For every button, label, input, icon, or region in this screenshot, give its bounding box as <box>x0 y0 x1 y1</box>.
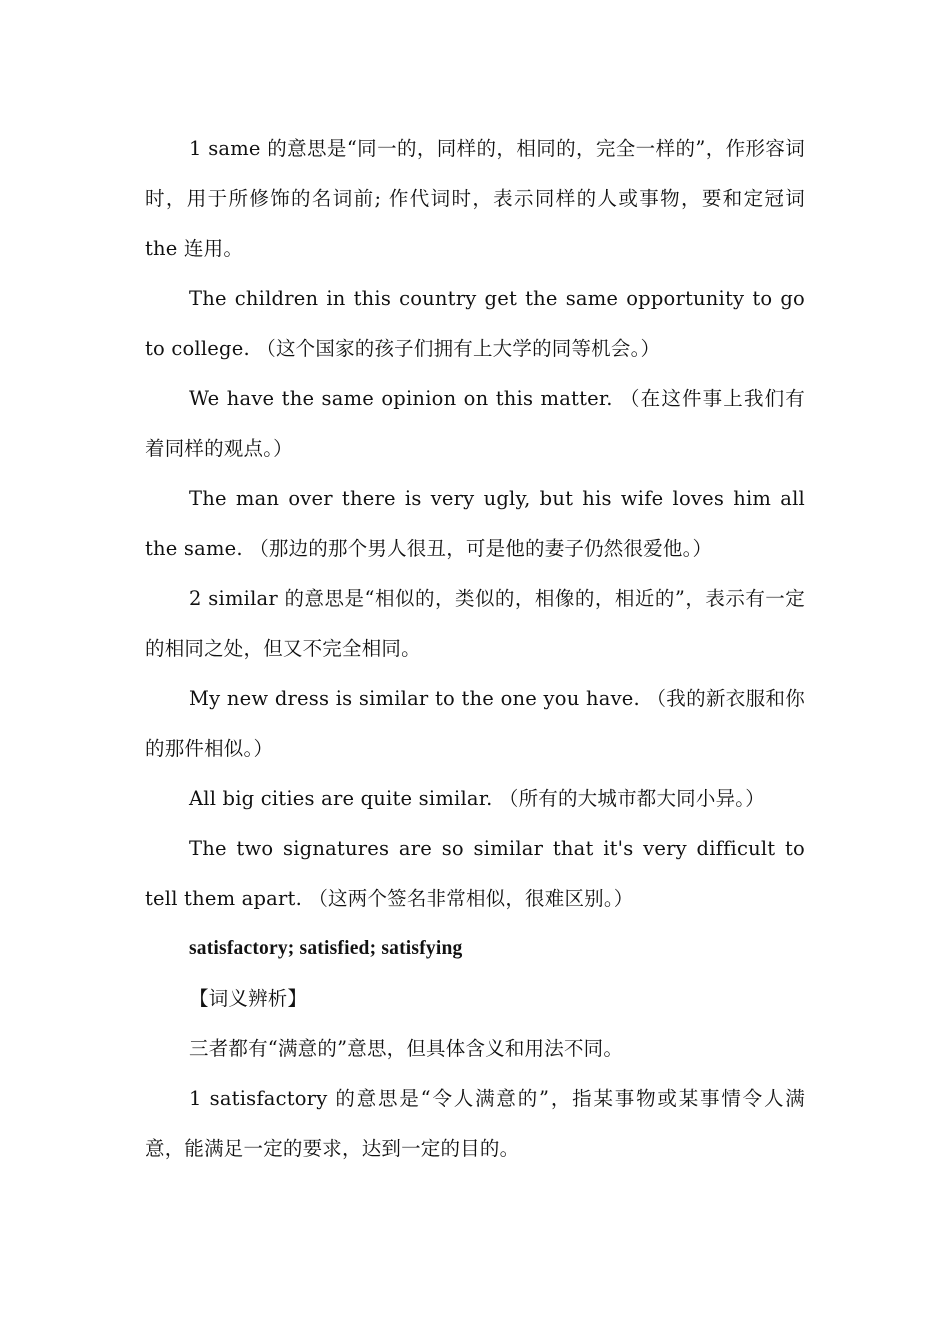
paragraph-same-example-3: The man over there is very ugly, but his wife loves him all the same. （那边的那个男人很丑，可是他的妻子仍然很爱他。） <box>145 487 805 560</box>
paragraph-similar-example-1: My new dress is similar to the one you have. （我的新衣服和你的那件相似。） <box>145 687 805 760</box>
paragraph-same-example-1: The children in this country get the same opportunity to go to college. （这个国家的孩子们拥有上大学的同等机会。） <box>145 287 805 360</box>
subheading-word-meaning: 【词义辨析】 <box>189 987 308 1010</box>
paragraph-same-example-2: We have the same opinion on this matter. （在这件事上我们有着同样的观点。） <box>145 387 805 460</box>
paragraph-similar-example-3: The two signatures are so similar that it's very difficult to tell them apart. （这两个签名非常相似，很难区别。） <box>145 837 805 910</box>
paragraph-satisfy-intro: 三者都有“满意的”意思，但具体含义和用法不同。 <box>189 1037 624 1060</box>
paragraph-same-definition: 1 same 的意思是“同一的，同样的，相同的，完全一样的”，作形容词时，用于所修饰的名词前; 作代词时，表示同样的人或事物，要和定冠词 the 连用。 <box>145 137 805 260</box>
document-body <box>145 124 805 1174</box>
paragraph-similar-example-2: All big cities are quite similar. （所有的大城市都大同小异。） <box>189 787 765 810</box>
section-heading-satisfactory: satisfactory; satisfied; satisfying <box>189 938 463 959</box>
paragraph-similar-definition: 2 similar 的意思是“相似的，类似的，相像的，相近的”，表示有一定的相同之处，但又不完全相同。 <box>145 587 805 660</box>
paragraph-satisfactory-definition: 1 satisfactory 的意思是“令人满意的”，指某事物或某事情令人满意，能满足一定的要求，达到一定的目的。 <box>145 1087 805 1160</box>
